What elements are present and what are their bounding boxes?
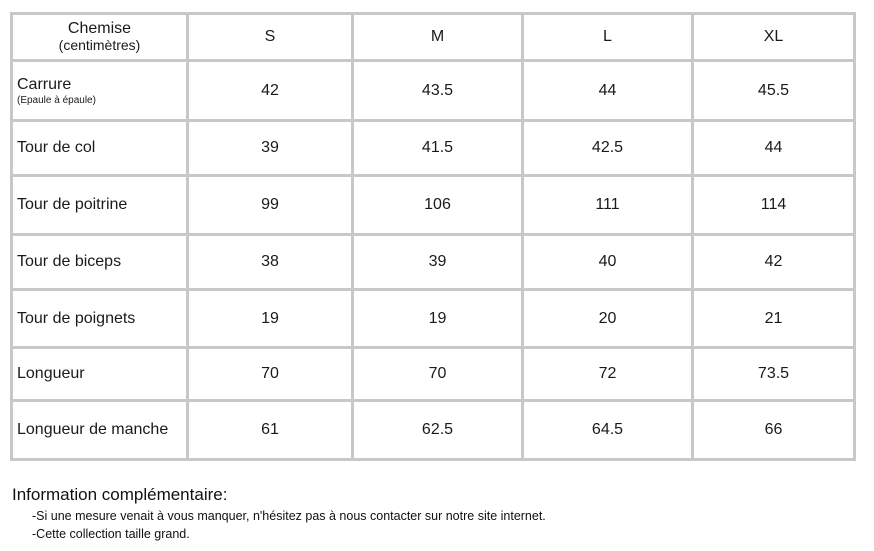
size-header-s: S	[189, 15, 354, 62]
table-cell: 39	[354, 236, 524, 291]
size-chart-table	[10, 12, 856, 461]
table-row	[13, 62, 856, 122]
header-corner-cell	[13, 15, 189, 62]
row-label-tour-de-col: Tour de col	[13, 122, 189, 177]
table-cell: 42	[189, 62, 354, 122]
table-cell: 40	[524, 236, 694, 291]
row-label-longueur: Longueur	[13, 349, 189, 402]
table-row	[13, 236, 856, 291]
table-cell: 20	[524, 291, 694, 349]
row-label-longueur-de-manche: Longueur de manche	[13, 402, 189, 461]
table-cell: 99	[189, 177, 354, 236]
table-cell: 19	[354, 291, 524, 349]
table-row	[13, 402, 856, 461]
table-cell: 70	[189, 349, 354, 402]
size-header-xl: XL	[694, 15, 856, 62]
table-unit: (centimètres)	[58, 37, 141, 53]
table-cell: 38	[189, 236, 354, 291]
table-row	[13, 177, 856, 236]
table-cell: 44	[524, 62, 694, 122]
table-row	[13, 122, 856, 177]
table-cell: 106	[354, 177, 524, 236]
row-label-tour-de-biceps: Tour de biceps	[13, 236, 189, 291]
table-cell: 19	[189, 291, 354, 349]
table-header-row	[13, 15, 856, 62]
table-cell: 42.5	[524, 122, 694, 177]
info-note: -Si une mesure venait à vous manquer, n'hésitez pas à nous contacter sur notre site internet.	[32, 509, 546, 523]
table-cell: 61	[189, 402, 354, 461]
row-label-text: Carrure	[17, 75, 72, 93]
table-cell: 21	[694, 291, 856, 349]
table-cell: 72	[524, 349, 694, 402]
table-cell: 44	[694, 122, 856, 177]
table-cell: 43.5	[354, 62, 524, 122]
table-title: Chemise	[67, 20, 132, 37]
table-cell: 70	[354, 349, 524, 402]
table-cell: 64.5	[524, 402, 694, 461]
row-sublabel-text: (Epaule à épaule)	[17, 94, 96, 106]
table-cell: 45.5	[694, 62, 856, 122]
table-cell: 41.5	[354, 122, 524, 177]
table-row	[13, 349, 856, 402]
info-title: Information complémentaire:	[12, 485, 228, 504]
table-cell: 73.5	[694, 349, 856, 402]
table-row	[13, 291, 856, 349]
table-cell: 111	[524, 177, 694, 236]
additional-info	[12, 485, 546, 545]
table-cell: 66	[694, 402, 856, 461]
table-cell: 42	[694, 236, 856, 291]
size-header-l: L	[524, 15, 694, 62]
row-label-carrure	[13, 62, 189, 122]
table-cell: 39	[189, 122, 354, 177]
row-label-tour-de-poignets: Tour de poignets	[13, 291, 189, 349]
size-header-m: M	[354, 15, 524, 62]
info-note: -Cette collection taille grand.	[32, 527, 190, 541]
row-label-tour-de-poitrine: Tour de poitrine	[13, 177, 189, 236]
table-cell: 62.5	[354, 402, 524, 461]
table-cell: 114	[694, 177, 856, 236]
